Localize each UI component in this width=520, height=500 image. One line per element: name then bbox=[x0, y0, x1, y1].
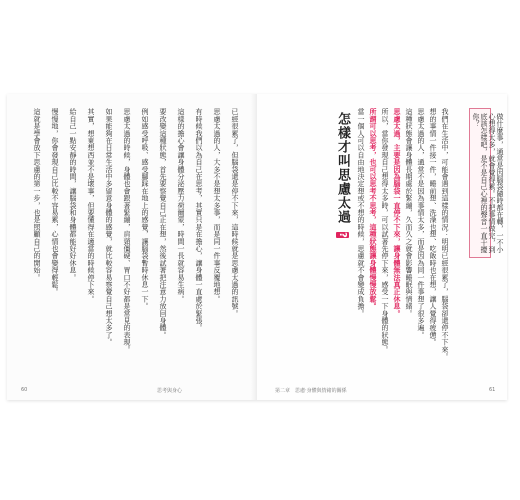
left-column-1: 已經很累了，但腦袋還是停不下來，這時候就是思慮太過的訊號。 bbox=[231, 108, 239, 317]
left-page-number: 60 bbox=[21, 387, 28, 393]
right-column-4: 這種狀態會讓身體長期處於緊繃，久而久之就會影響睡眠與情緒。 bbox=[405, 108, 413, 317]
callout-box bbox=[469, 108, 504, 258]
book-spread bbox=[7, 94, 507, 400]
left-page bbox=[7, 94, 258, 400]
left-column-12: 這就是學會放下思慮的第一步，也是照顧自己的開始。 bbox=[33, 108, 41, 281]
section-heading bbox=[333, 112, 352, 238]
section-heading-text: 怎樣才叫思慮太過 bbox=[335, 112, 350, 224]
left-column-9: 其實，想東想西並不是壞事，但要懂得在適當的時候停下來。 bbox=[87, 108, 95, 303]
left-column-8: 如果能夠在日常生活中多留意身體的感覺，就比較容易察覺自己想太多了。 bbox=[105, 108, 113, 346]
question-mark-badge: ? bbox=[337, 231, 348, 239]
left-column-5: 要改變這種狀態，首先要察覺自己正在想，然後試著把注意力放回身體。 bbox=[159, 108, 167, 339]
left-column-11: 慢慢地，你會發現自己比較不容易累，心情也會變得輕鬆。 bbox=[51, 108, 59, 296]
right-page-number: 61 bbox=[489, 387, 496, 393]
left-column-4: 這樣的擔心會讓身體分泌壓力荷爾蒙，時間一長就容易生病。 bbox=[177, 108, 185, 303]
right-column-2: 想的事情一件接一件，睡前想、洗澡也想、吃飯時也在想，讓人覺得疲憊。 bbox=[429, 108, 437, 346]
left-column-6: 例如感受呼吸、感受腳踩在地上的感覺，讓腦袋暫時休息一下。 bbox=[141, 108, 149, 310]
right-running-title: 第二章 思慮‧身體與情緒的關係 bbox=[275, 388, 347, 394]
right-column-7-highlight: 所謂可以思考，也可以思考不思考，這種狀態讓身體慢慢放鬆。 bbox=[369, 108, 377, 310]
left-column-3: 有時候我們以為自己在思考，其實只是在擔心，讓身體一直處於緊張。 bbox=[195, 108, 203, 332]
callout-text: 做什麼事，通常是因腦袋隨時都在轉，一不小心想得太多，就會覺得累。不把事情做完，到底該怎樣吧，是不是自己心裡的聲音一直干擾你？ bbox=[472, 113, 504, 253]
left-running-title: 思考與身心 bbox=[157, 388, 183, 394]
left-column-10: 給自己一點安靜的時間，讓腦袋和身體都能好好休息。 bbox=[69, 108, 77, 281]
left-column-2: 思慮太過的人，大多不是想太多事，而是同一件事反覆地想。 bbox=[213, 108, 221, 303]
left-column-7: 思慮太過的時候，身體也會跟著緊繃，肩頸僵硬、胃口不好都是常見的表現。 bbox=[123, 108, 131, 353]
right-column-1: 我們在生活中，可能會遇到這樣的情況：明明已經很累了，腦袋卻還停不下來。 bbox=[441, 108, 449, 360]
right-column-5-highlight: 思慮太過，主要是因為腦袋一直停不下來，讓身體無法真正休息。 bbox=[393, 108, 401, 317]
right-column-6: 所以，當你發現自己想得太多時，可以試著先停下來，感受一下身體的狀態。 bbox=[381, 108, 389, 353]
right-column-8: 當一個人可以自由地決定想或不想的時候，思慮就不會變成負擔。 bbox=[357, 108, 365, 317]
right-column-3: 思慮太過的人，通常不是因為事情太多，而是因為同一件事想了很多遍。 bbox=[417, 108, 425, 339]
